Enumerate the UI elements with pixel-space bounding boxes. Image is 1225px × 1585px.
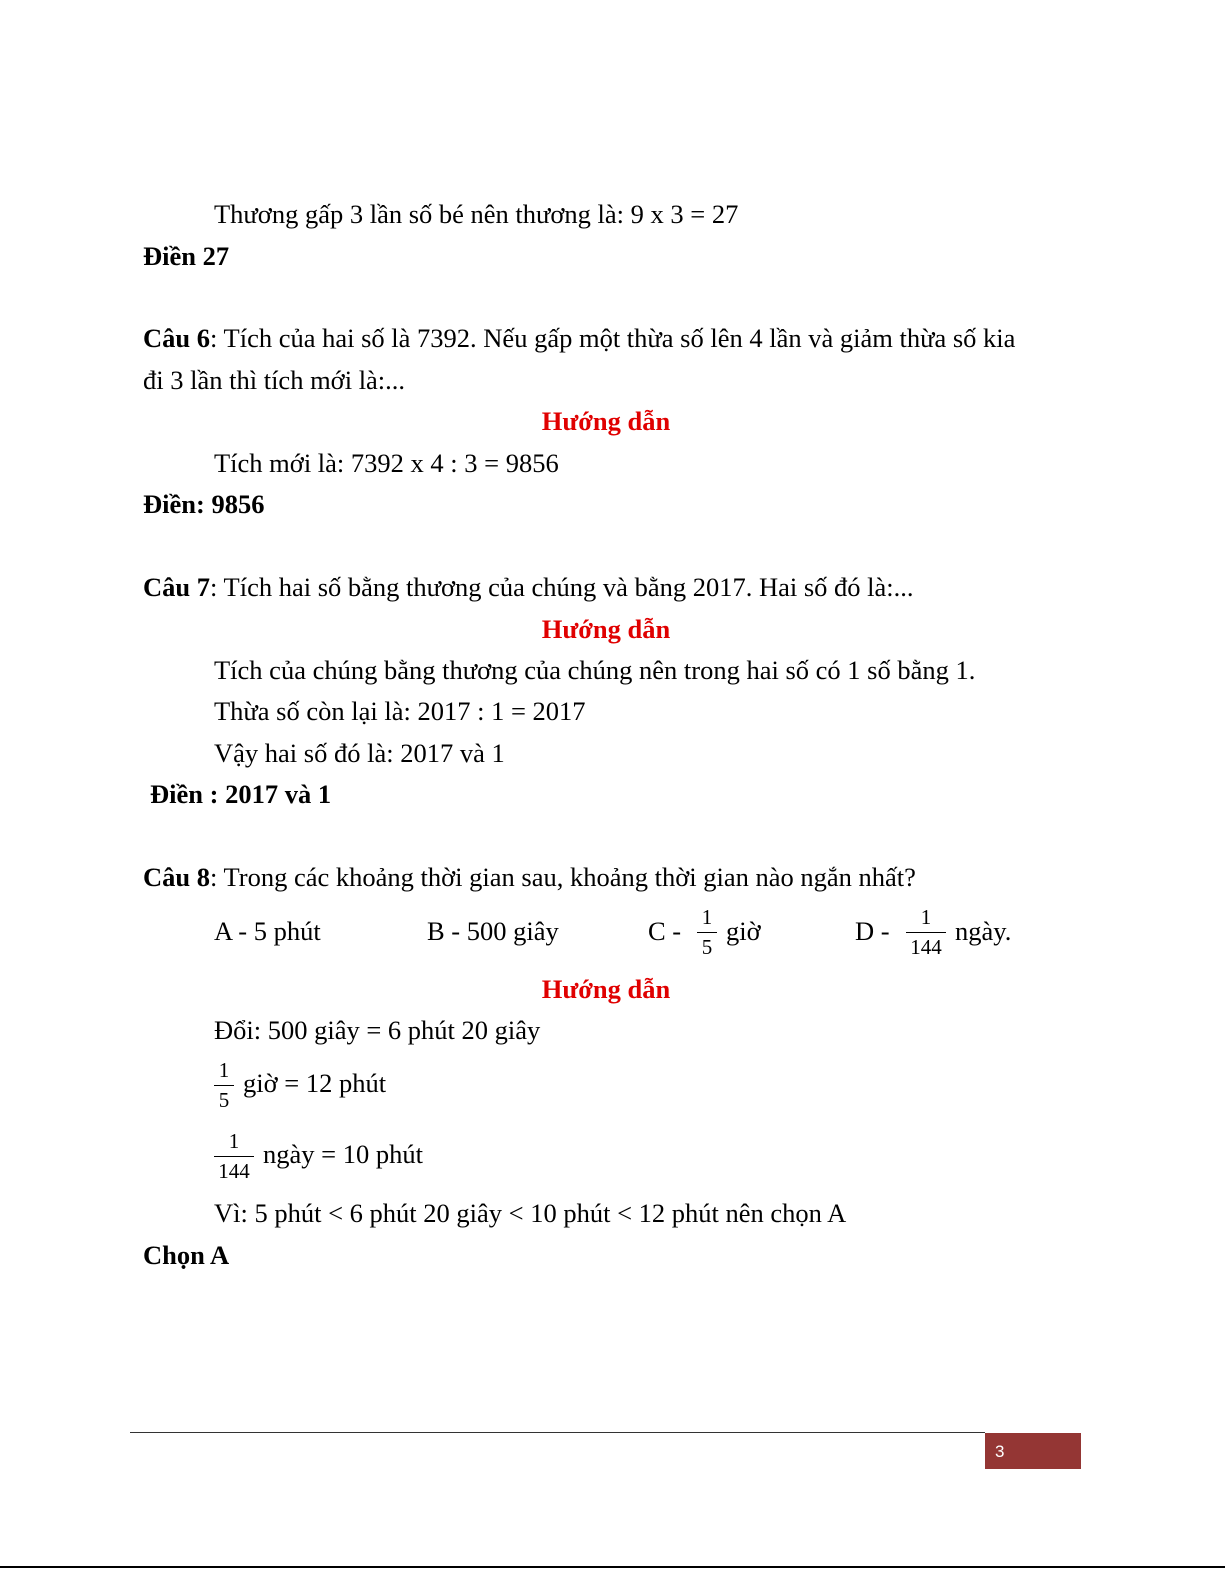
question-text-continued: đi 3 lần thì tích mới là:... xyxy=(143,365,406,395)
answer-line: Điền : 2017 và 1 xyxy=(150,779,332,809)
option-c-unit: giờ xyxy=(726,916,761,946)
question-text: : Tích hai số bằng thương của chúng và bằng 2017. Hai số đó là:... xyxy=(210,572,914,602)
answer-line: Điền 27 xyxy=(143,241,230,271)
guide-heading: Hướng dẫn xyxy=(541,974,671,1004)
solution-line: Vì: 5 phút < 6 phút 20 giây < 10 phút < 12 phút nên chọn A xyxy=(214,1198,847,1228)
question-6 xyxy=(143,325,1015,352)
fraction-numerator: 1 xyxy=(701,905,713,929)
question-7 xyxy=(143,574,914,601)
option-d-unit: ngày. xyxy=(955,916,1012,946)
fraction-bar xyxy=(697,932,717,933)
option-a: A - 5 phút xyxy=(214,916,321,946)
fraction-bar xyxy=(214,1156,254,1157)
fraction-denominator: 144 xyxy=(218,1159,250,1183)
fraction-numerator: 1 xyxy=(218,1058,230,1082)
fraction-one-144th xyxy=(214,1131,254,1182)
fraction-bar xyxy=(214,1085,234,1086)
guide-heading: Hướng dẫn xyxy=(541,406,671,436)
question-text: : Trong các khoảng thời gian sau, khoảng thời gian nào ngắn nhất? xyxy=(210,862,916,892)
footer-rule xyxy=(130,1432,985,1433)
fraction-denominator: 5 xyxy=(218,1088,230,1112)
option-c-fraction xyxy=(697,907,717,958)
fraction-denominator: 5 xyxy=(701,935,713,959)
option-d-fraction xyxy=(906,907,946,958)
question-label: Câu 8 xyxy=(143,862,211,892)
solution-line: Thừa số còn lại là: 2017 : 1 = 2017 xyxy=(214,696,586,726)
answer-line: Điền: 9856 xyxy=(143,489,265,519)
option-d-prefix: D - xyxy=(855,916,890,946)
solution-line: Đổi: 500 giây = 6 phút 20 giây xyxy=(214,1015,541,1045)
page-number-box xyxy=(985,1433,1081,1469)
page-number: 3 xyxy=(995,1442,1005,1461)
solution-line: ngày = 10 phút xyxy=(263,1139,423,1169)
solution-line: Thương gấp 3 lần số bé nên thương là: 9 x 3 = 27 xyxy=(214,199,739,229)
fraction-numerator: 1 xyxy=(228,1129,240,1153)
question-label: Câu 6 xyxy=(143,323,211,353)
fraction-one-fifth xyxy=(214,1060,234,1111)
solution-line: giờ = 12 phút xyxy=(243,1068,387,1098)
solution-line: Tích mới là: 7392 x 4 : 3 = 9856 xyxy=(214,448,559,478)
answer-line: Chọn A xyxy=(143,1240,230,1270)
question-label: Câu 7 xyxy=(143,572,211,602)
page-edge-rule xyxy=(0,1566,1225,1568)
guide-heading: Hướng dẫn xyxy=(541,614,671,644)
solution-line: Tích của chúng bằng thương của chúng nên trong hai số có 1 số bằng 1. xyxy=(214,655,976,685)
fraction-numerator: 1 xyxy=(920,905,932,929)
question-text: : Tích của hai số là 7392. Nếu gấp một thừa số lên 4 lần và giảm thừa số kia xyxy=(210,323,1016,353)
question-8 xyxy=(143,864,916,891)
solution-line: Vậy hai số đó là: 2017 và 1 xyxy=(214,738,505,768)
fraction-bar xyxy=(906,932,946,933)
option-b: B - 500 giây xyxy=(427,916,559,946)
fraction-denominator: 144 xyxy=(910,935,942,959)
option-c-prefix: C - xyxy=(648,916,682,946)
